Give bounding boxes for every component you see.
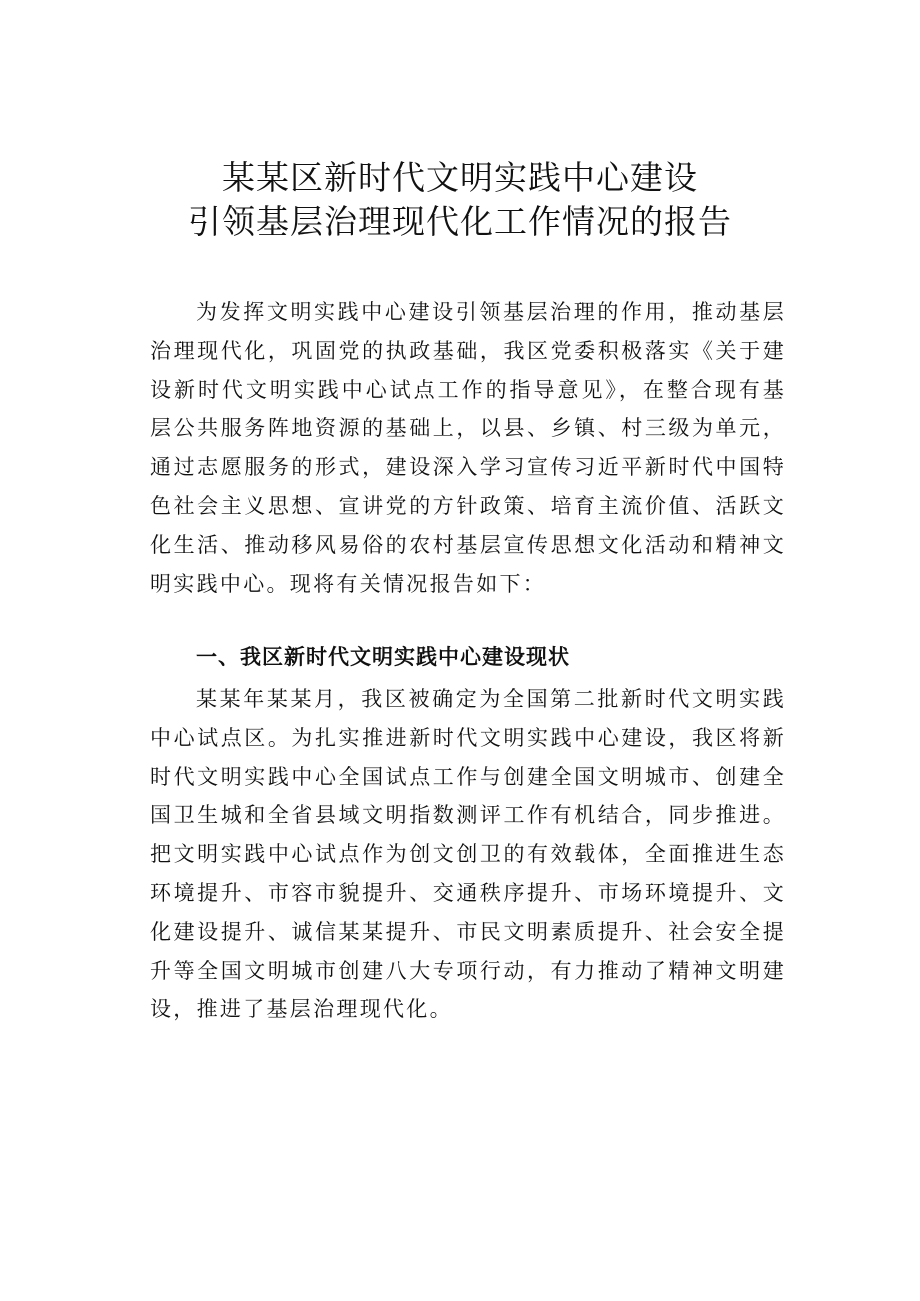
document-title-line-1: 某某区新时代文明实践中心建设	[222, 158, 698, 197]
section-body-paragraph: 某某年某某月，我区被确定为全国第二批新时代文明实践中心试点区。为扎实推进新时代文明实践中心建设，我区将新时代文明实践中心全国试点工作与创建全国文明城市、创建全国卫生城和全省县域文明指数测评工作有机结合，同步推进。把文明实践中心试点作为创文创卫的有效载体，全面推进生态环境提升、市容市貌提升、交通秩序提升、市场环境提升、文化建设提升、诚信某某提升、市民文明素质提升、社会安全提升等全国文明城市创建八大专项行动，有力推动了精神文明建设，推进了基层治理现代化。	[150, 687, 786, 1022]
document-title-line-2: 引领基层治理现代化工作情况的报告	[188, 202, 732, 241]
intro-paragraph: 为发挥文明实践中心建设引领基层治理的作用，推动基层治理现代化，巩固党的执政基础，我区党委积极落实《关于建设新时代文明实践中心试点工作的指导意见》，在整合现有基层公共服务阵地资源的基础上，以县、乡镇、村三级为单元，通过志愿服务的形式，建设深入学习宣传习近平新时代中国特色社会主义思想、宣讲党的方针政策、培育主流价值、活跃文化生活、推动移风易俗的农村基层宣传思想文化活动和精神文明实践中心。现将有关情况报告如下：	[150, 300, 786, 596]
section-heading: 一、我区新时代文明实践中心建设现状	[196, 645, 570, 669]
